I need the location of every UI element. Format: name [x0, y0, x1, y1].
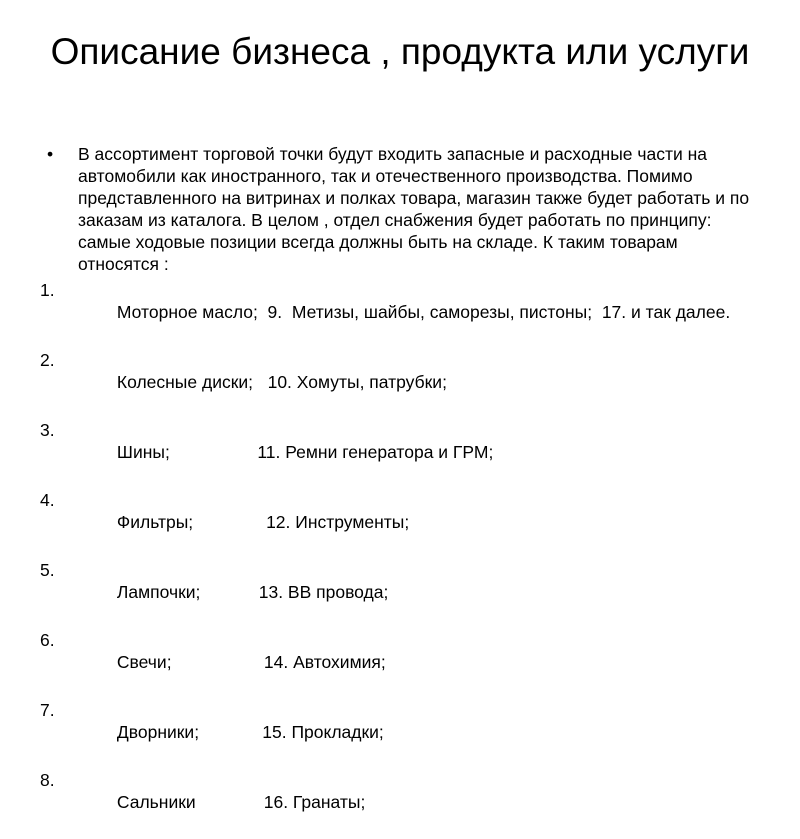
list-item-text: Моторное масло; 9. Метизы, шайбы, саморезы, пистоны; 17. и так далее. [116, 302, 731, 322]
list-item [40, 559, 760, 625]
list-item [40, 629, 760, 695]
list-item-text: Свечи; 14. Автохимия; [116, 652, 386, 672]
intro-text: В ассортимент торговой точки будут входить запасные и расходные части на автомобили как иностранного, так и отечественного производства. Помимо представленного на витринах и полках товара, магазин также будет работать и по заказам из каталога. В целом , отдел снабжения будет работать по принципу: самые ходовые позиции всегда должны быть на складе. К таким товарам относятся : [78, 144, 750, 274]
slide-body [40, 143, 760, 839]
list-item-text: Шины; 11. Ремни генератора и ГРМ; [116, 442, 494, 462]
list-item-number: 7. [40, 700, 55, 720]
list-item-number: 5. [40, 560, 55, 580]
list-item-text: Колесные диски; 10. Хомуты, патрубки; [116, 372, 447, 392]
list-item-number: 3. [40, 420, 55, 440]
list-item [40, 349, 760, 415]
bullet-icon: • [47, 144, 54, 164]
list-item [40, 419, 760, 485]
list-item [40, 769, 760, 835]
list-item-number: 6. [40, 630, 55, 650]
list-item-number: 2. [40, 350, 55, 370]
list-item-number: 8. [40, 770, 55, 790]
list-item-text: Дворники; 15. Прокладки; [116, 722, 384, 742]
list-item-text: Сальники 16. Гранаты; [116, 792, 366, 812]
list-item [40, 699, 760, 765]
slide-title: Описание бизнеса , продукта или услуги [50, 31, 750, 72]
list-item-number: 4. [40, 490, 55, 510]
products-list [40, 279, 760, 835]
list-item [40, 279, 760, 345]
list-item [40, 489, 760, 555]
list-item-number: 1. [40, 280, 55, 300]
intro-paragraph [40, 143, 760, 275]
list-item-text: Лампочки; 13. ВВ провода; [116, 582, 389, 602]
list-item-text: Фильтры; 12. Инструменты; [116, 512, 410, 532]
